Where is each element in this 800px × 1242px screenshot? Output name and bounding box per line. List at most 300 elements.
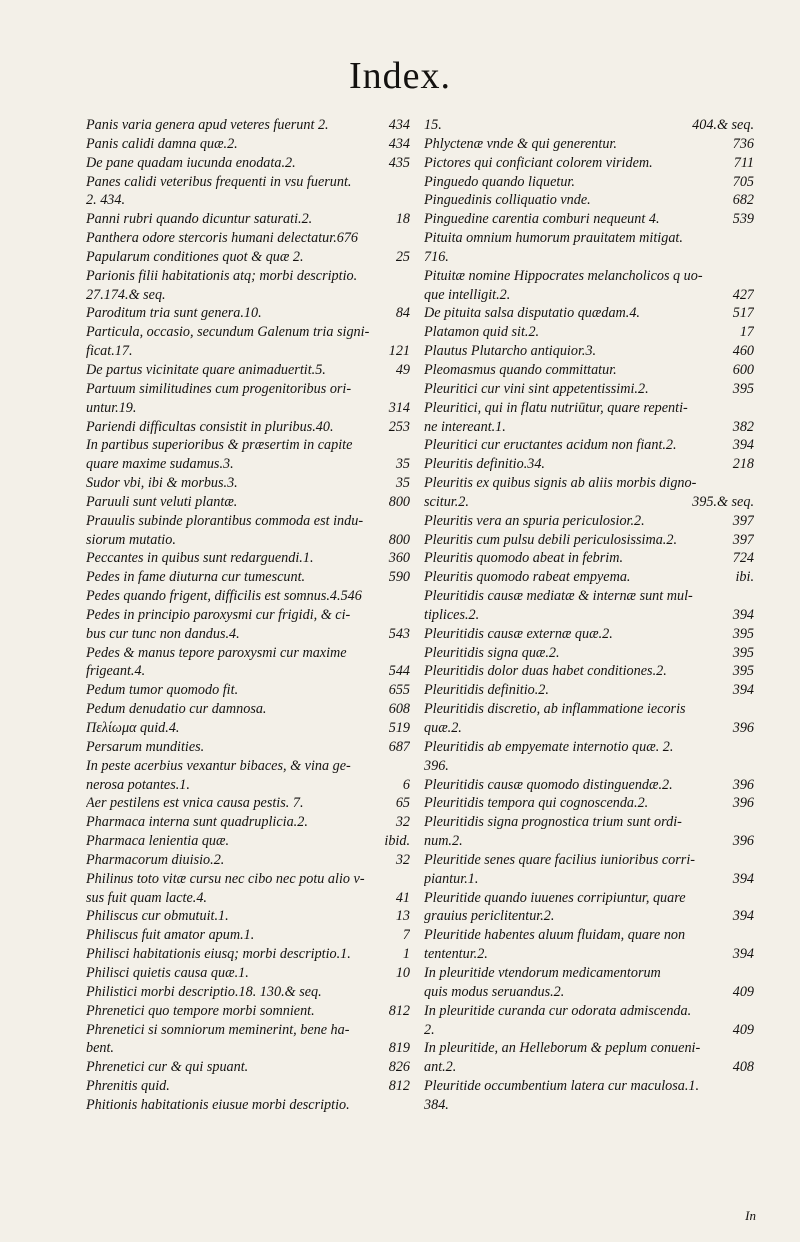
page-reference [406,191,410,210]
entry-text: Philiscus cur obmutuit.1. [86,908,229,925]
entry-line [86,191,410,210]
entry-line [86,1039,410,1058]
entry-line [86,1077,410,1096]
entry-line [424,757,754,776]
index-column-left [86,116,410,1115]
page-reference: 724 [732,550,754,567]
index-entry [86,418,410,437]
entry-text: tententur.2. [424,946,488,963]
entry-text: Panni rubri quando dicuntur saturati.2. [86,211,313,228]
page-reference [406,1096,410,1115]
entry-line [424,1058,754,1077]
index-entry [86,135,410,154]
entry-text: In peste acerbius vexantur bibaces, & vina ge- [86,757,351,774]
entry-text: In partibus superioribus & præsertim in capite [86,437,353,454]
entry-text: Pedum tumor quomodo fit. [86,682,239,699]
entry-text: Pleuritidis tempora qui cognoscenda.2. [424,795,649,812]
entry-line [86,493,410,512]
entry-line [424,191,754,210]
entry-line [424,380,754,399]
entry-line [424,455,754,474]
index-entry [86,474,410,493]
entry-text: Pleuritis ex quibus signis ab aliis morbis digno- [424,475,697,492]
page-reference: 121 [388,343,410,360]
page-reference: 812 [388,1002,410,1019]
entry-text: quare maxime sudamus.3. [86,456,234,473]
entry-text: Pinguedo quando liquetur. [424,173,575,190]
page-reference [406,229,410,248]
index-entry [424,323,754,342]
entry-line [86,361,410,380]
entry-text: Phrenetici quo tempore morbi somnient. [86,1002,315,1019]
entry-line [424,1096,754,1115]
page-reference: 395 [732,380,754,397]
entry-text: Pinguedine carentia comburi nequeunt 4. [424,211,660,228]
entry-text: Pleuritide habentes aluum fluidam, quare non [424,927,686,944]
page-reference [406,983,410,1002]
index-entry [424,304,754,323]
entry-line [424,606,754,625]
page-reference: 826 [388,1059,410,1076]
entry-line [86,776,410,795]
page-reference: 395.& seq. [692,493,754,510]
entry-text: 396. [424,757,449,774]
index-entry [86,154,410,173]
entry-text: sus fuit quam lacte.4. [86,889,207,906]
page-reference: 394 [732,946,754,963]
entry-text: Phrenitis quid. [86,1078,170,1095]
entry-line [86,474,410,493]
index-entry [86,361,410,380]
entry-text: Pleuritidis definitio.2. [424,682,549,699]
page-reference: 543 [388,625,410,642]
page-reference: 394 [732,908,754,925]
entry-line [424,832,754,851]
entry-text: Pleuritidis ab empyemate internotio quæ. 2. [424,738,674,755]
entry-text: Philistici morbi descriptio.18. 130.& seq. [86,983,322,1000]
index-entry [86,380,410,418]
page-reference [406,286,410,305]
page-reference: 32 [395,851,410,868]
entry-line [424,493,754,512]
entry-text: Pharmacorum diuisio.2. [86,851,225,868]
entry-line [86,286,410,305]
entry-line [424,286,754,305]
page-reference: 360 [388,550,410,567]
entry-text: Pleuritis quomodo abeat in febrim. [424,550,624,567]
entry-text: siorum mutatio. [86,531,176,548]
entry-line [86,662,410,681]
index-entry [86,870,410,908]
entry-text: Phitionis habitationis eiusue morbi descriptio. [86,1096,350,1113]
index-entry [86,304,410,323]
index-entry [86,606,410,644]
entry-line [424,644,754,663]
index-entry [86,738,410,757]
page-reference: 382 [732,418,754,435]
entry-text: Papularum conditiones quot & quæ 2. [86,248,304,265]
entry-line [424,361,754,380]
entry-text: tiplices.2. [424,606,480,623]
index-entry [86,1021,410,1059]
page-reference: 7 [402,927,410,944]
entry-text: Pituitæ nomine Hippocrates melancholicos q uo- [424,267,703,284]
entry-line [86,1002,410,1021]
entry-text: Pleuritici, qui in flatu nutriūtur, quare repenti- [424,399,688,416]
entry-text: Panis calidi damna quæ.2. [86,135,238,152]
entry-text: Pedum denudatio cur damnosa. [86,701,267,718]
index-entry [424,173,754,192]
index-entry [86,173,410,211]
index-entry [86,587,410,606]
entry-text: Πελίωμα quid.4. [86,720,180,736]
entry-line [86,964,410,983]
index-entry [86,1002,410,1021]
entry-line [424,304,754,323]
entry-text: Particula, occasio, secundum Galenum tria signi- [86,324,370,341]
entry-line [424,210,754,229]
entry-text: Paruuli sunt veluti plantæ. [86,493,238,510]
entry-text: Peccantes in quibus sunt redarguendi.1. [86,550,314,567]
index-entry [424,154,754,173]
entry-text: untur.19. [86,399,137,416]
index-entry [86,681,410,700]
index-entry [424,889,754,927]
entry-line [86,455,410,474]
index-entry [86,1058,410,1077]
page-reference: 819 [388,1040,410,1057]
page-reference: 396 [732,776,754,793]
entry-text: 27.174.& seq. [86,286,166,303]
entry-text: bus cur tunc non dandus.4. [86,625,240,642]
index-entry [86,1077,410,1096]
index-entry [86,907,410,926]
index-entry [424,380,754,399]
entry-text: Panes calidi veteribus frequenti in vsu fuerunt. [86,173,352,190]
index-entry [86,794,410,813]
entry-line [86,304,410,323]
entry-line [424,512,754,531]
index-entry [424,549,754,568]
page-reference: 434 [388,117,410,133]
index-entry [86,323,410,361]
entry-text: piantur.1. [424,870,479,887]
entry-text: In pleuritide vtendorum medicamentorum [424,964,661,981]
entry-text: Pleuritidis causæ quomodo distinguendæ.2. [424,776,673,793]
index-entry [86,1096,410,1115]
entry-text: Platamon quid sit.2. [424,324,540,341]
index-entry [424,267,754,305]
page-reference: 395 [732,625,754,642]
index-entry [86,436,410,474]
entry-line [424,662,754,681]
entry-line [86,794,410,813]
entry-text: Phlyctenæ vnde & qui generentur. [424,135,617,152]
page-reference [750,1096,754,1115]
page-reference: 1 [402,946,410,963]
entry-line [424,719,754,738]
entry-line [86,813,410,832]
entry-line [424,549,754,568]
entry-line [86,625,410,644]
entry-text: scitur.2. [424,493,469,510]
entry-text: Prauulis subinde plorantibus commoda est indu- [86,512,364,529]
entry-text: 2. [424,1021,435,1038]
entry-line [424,342,754,361]
index-entry [424,210,754,229]
entry-text: Pharmaca lenientia quæ. [86,833,230,850]
index-entry [86,116,410,135]
page-reference: 65 [395,795,410,812]
page-reference: 655 [388,682,410,699]
entry-line [86,851,410,870]
index-entry [424,681,754,700]
index-entry [424,455,754,474]
entry-text: Pleuritidis causæ mediatæ & internæ sunt mul- [424,588,693,605]
page-reference: 25 [395,248,410,265]
page-reference: 395 [732,644,754,661]
entry-line [86,135,410,154]
index-entry [86,493,410,512]
index-column-right [424,116,754,1115]
entry-text: Pariendi difficultas consistit in pluribus.40. [86,418,334,435]
page-reference: 812 [388,1078,410,1095]
entry-text: Phrenetici si somniorum meminerint, bene ha- [86,1021,350,1038]
index-entry [424,964,754,1002]
entry-line [424,418,754,437]
entry-text: Aer pestilens est vnica causa pestis. 7. [86,795,304,812]
entry-line [86,738,410,757]
entry-line [424,173,754,192]
entry-text: De pituita salsa disputatio quædam.4. [424,305,640,322]
entry-text: Parionis filii habitationis atq; morbi descriptio. [86,267,358,284]
index-entry [424,191,754,210]
index-entry [424,399,754,437]
entry-text: Pinguedinis colliquatio vnde. [424,192,591,209]
index-entry [86,644,410,682]
entry-line [424,436,754,455]
index-entry [86,267,410,305]
page-reference: ibi. [735,569,754,586]
page-reference: 519 [388,720,410,736]
page-reference: 6 [402,776,410,793]
entry-line [86,116,410,135]
entry-line [424,870,754,889]
entry-line [424,323,754,342]
entry-text: Philiscus fuit amator apum.1. [86,927,255,944]
entry-text: Partuum similitudines cum progenitoribus ori- [86,380,352,397]
entry-line [86,229,410,248]
entry-text: Pituita omnium humorum prauitatem mitigat. [424,230,683,247]
index-entry [86,210,410,229]
page-reference: 395 [732,663,754,680]
page-reference: ibid. [384,833,410,850]
page-reference: 608 [388,701,410,718]
index-entry [424,1077,754,1115]
index-entry [424,229,754,267]
entry-text: quæ.2. [424,720,462,736]
entry-text: Phrenetici cur & qui spuant. [86,1059,249,1076]
index-entry [86,248,410,267]
entry-line [424,681,754,700]
index-entry [424,436,754,455]
entry-line [86,587,410,606]
page-reference: 800 [388,493,410,510]
index-entry [86,568,410,587]
entry-line [424,907,754,926]
entry-line [86,681,410,700]
page-reference: 35 [395,475,410,492]
entry-text: quis modus seruandus.2. [424,983,565,1000]
page-reference: 408 [732,1059,754,1076]
page-reference: 539 [732,211,754,228]
entry-text: ant.2. [424,1059,457,1076]
entry-text: Philisci habitationis eiusq; morbi descriptio.1. [86,946,351,963]
page-reference: 600 [732,361,754,378]
index-entry [424,512,754,531]
entry-text: Pleuritici cur eructantes acidum non fiant.2. [424,437,677,454]
page-reference [750,248,754,267]
index-entry [86,549,410,568]
entry-text: Pleuritidis causæ externæ quæ.2. [424,625,613,642]
page-reference: 41 [395,889,410,906]
page-reference: 35 [395,456,410,473]
entry-text: Pleuritidis signa quæ.2. [424,644,560,661]
page-reference: 10 [395,964,410,981]
entry-text: que intelligit.2. [424,286,511,303]
entry-line [424,983,754,1002]
index-entry [424,1039,754,1077]
index-entry [86,851,410,870]
page-reference: 17 [739,324,754,341]
entry-line [86,154,410,173]
index-entry [86,926,410,945]
index-entry [86,964,410,983]
entry-line [424,625,754,644]
index-entry [424,568,754,587]
page-reference [750,757,754,776]
index-entry [424,926,754,964]
entry-text: Pedes in fame diuturna cur tumescunt. [86,569,306,586]
index-entry [86,832,410,851]
entry-text: 716. [424,248,449,265]
index-entry [424,813,754,851]
index-entry [86,512,410,550]
entry-line [86,926,410,945]
entry-line [86,1096,410,1115]
entry-line [424,794,754,813]
catchword: In [745,1208,756,1223]
entry-text: Pleuritici cur vini sint appetentissimi.2. [424,380,649,397]
page-reference: 394 [732,606,754,623]
page-reference: 396 [732,833,754,850]
page-title: Index. [348,55,452,97]
entry-text: Pleuritidis discretio, ab inflammatione iecoris [424,701,686,718]
index-entry [424,135,754,154]
entry-text: Panthera odore stercoris humani delectatur.676 [86,230,359,247]
page-reference: 394 [732,437,754,454]
page-reference: 460 [732,343,754,360]
page-reference: 434 [388,135,410,152]
index-entry [86,983,410,1002]
index-entry [86,700,410,719]
entry-text: 384. [424,1096,449,1113]
entry-text: Pleuritide quando iuuenes corripiuntur, quare [424,889,686,906]
entry-text: Pleuritis vera an spuria periculosior.2. [424,512,645,529]
entry-line [86,549,410,568]
entry-text: Paroditum tria sunt genera.10. [86,305,262,322]
page-reference: 705 [732,173,754,190]
entry-line [424,154,754,173]
page-reference: 736 [732,135,754,152]
index-entry [86,757,410,795]
entry-text: Pleuritidis dolor duas habet conditiones.2. [424,663,667,680]
entry-line [86,418,410,437]
entry-text: Pedes & manus tepore paroxysmi cur maxime [86,644,347,661]
entry-line [86,210,410,229]
index-entry [424,738,754,776]
page-reference: 13 [395,908,410,925]
page-reference: 314 [388,399,410,416]
entry-line [86,531,410,550]
entry-line [86,1058,410,1077]
page-reference: 404.& seq. [692,117,754,133]
index-entry [424,662,754,681]
page-reference: 394 [732,870,754,887]
page-reference: 687 [388,738,410,755]
entry-text: Sudor vbi, ibi & morbus.3. [86,475,238,492]
entry-text: De partus vicinitate quare animaduertit.5. [86,361,326,378]
entry-line [424,135,754,154]
entry-text: De pane quadam iucunda enodata.2. [86,154,296,171]
entry-line [86,248,410,267]
index-entry [424,361,754,380]
entry-text: In pleuritide curanda cur odorata admiscenda. [424,1002,692,1019]
entry-text: Pleuritide senes quare facilius iunioribus corri- [424,851,695,868]
index-entry [86,719,410,738]
page-reference: 253 [388,418,410,435]
page-reference: 409 [732,1021,754,1038]
page-reference [406,587,410,606]
page-reference: 590 [388,569,410,586]
index-entry [424,625,754,644]
page-reference: 544 [388,663,410,680]
entry-line [86,945,410,964]
entry-text: frigeant.4. [86,663,146,680]
page-reference: 396 [732,720,754,736]
entry-line [86,342,410,361]
entry-text: Philisci quietis causa quæ.1. [86,964,249,981]
index-entry [424,644,754,663]
entry-text: Pharmaca interna sunt quadruplicia.2. [86,814,308,831]
index-entry [424,116,754,135]
page-reference: 32 [395,814,410,831]
entry-text: Philinus toto vitæ cursu nec cibo nec potu alio v- [86,870,365,887]
entry-text: num.2. [424,833,463,850]
page-reference: 49 [395,361,410,378]
entry-line [86,719,410,738]
entry-text: Panis varia genera apud veteres fuerunt 2. [86,117,329,133]
page-reference: 18 [395,211,410,228]
entry-text: Pedes in principio paroxysmi cur frigidi, & ci- [86,606,351,623]
page-reference: 409 [732,983,754,1000]
entry-text: ne intereant.1. [424,418,506,435]
entry-line [424,116,754,135]
entry-text: Pleuritis quomodo rabeat empyema. [424,569,631,586]
page-reference: 397 [732,531,754,548]
entry-text: Pictores qui conficiant colorem viridem. [424,154,653,171]
entry-line [424,568,754,587]
